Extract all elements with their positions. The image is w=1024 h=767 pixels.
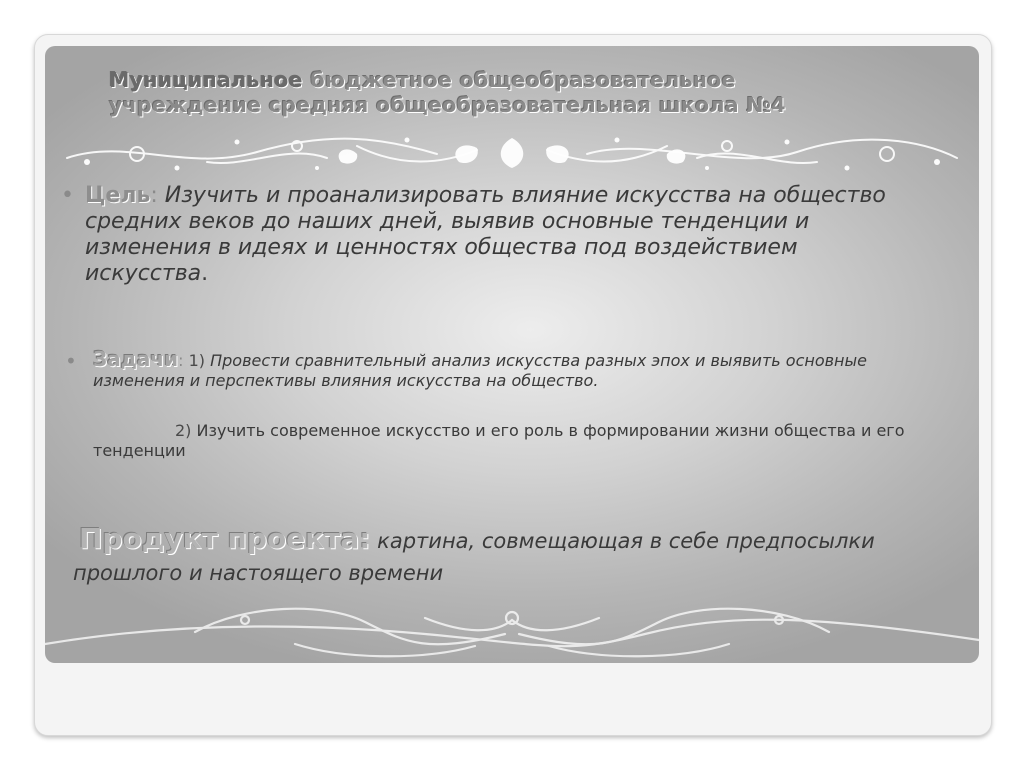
task-2-number: 2) bbox=[175, 421, 192, 440]
task-1-number: 1) bbox=[183, 351, 206, 370]
bullet-dot: • bbox=[61, 183, 74, 208]
product-item bbox=[73, 523, 923, 589]
tasks-label: Задачи bbox=[93, 347, 179, 371]
slide bbox=[45, 46, 979, 663]
title-line2: учреждение средняя общеобразовательная школа №4 bbox=[109, 93, 786, 117]
task-2-item bbox=[93, 421, 923, 461]
title-lead-word: Муниципальное bbox=[109, 68, 303, 92]
tasks-colon: : bbox=[178, 351, 184, 370]
bottom-ornament bbox=[45, 594, 979, 663]
goal-colon: : bbox=[150, 183, 158, 208]
product-label: Продукт проекта: bbox=[79, 522, 371, 555]
goal-text: Изучить и проанализировать влияние искусства на общество средних веков до наших дней, выявив основные тенденции и изменения в идеях и ценностях общества под воздействием искусства bbox=[85, 183, 886, 286]
slide-title bbox=[109, 68, 929, 118]
title-line1-rest: бюджетное общеобразовательное bbox=[302, 68, 736, 92]
product-text: картина, совмещающая в себе предпосылки прошлого и настоящего времени bbox=[73, 529, 875, 585]
tasks-item bbox=[65, 347, 923, 391]
goal-period: . bbox=[201, 261, 209, 286]
task-2-text: Изучить современное искусство и его роль в формировании жизни общества и его тенденции bbox=[93, 421, 905, 460]
top-ornament bbox=[57, 132, 967, 174]
goal-item bbox=[61, 183, 905, 287]
goal-label: Цель bbox=[85, 183, 151, 208]
task-1-text: Провести сравнительный анализ искусства разных эпох и выявить основные изменения и перспективы влияния искусства на общество. bbox=[93, 351, 867, 390]
bullet-dot: • bbox=[65, 349, 77, 373]
